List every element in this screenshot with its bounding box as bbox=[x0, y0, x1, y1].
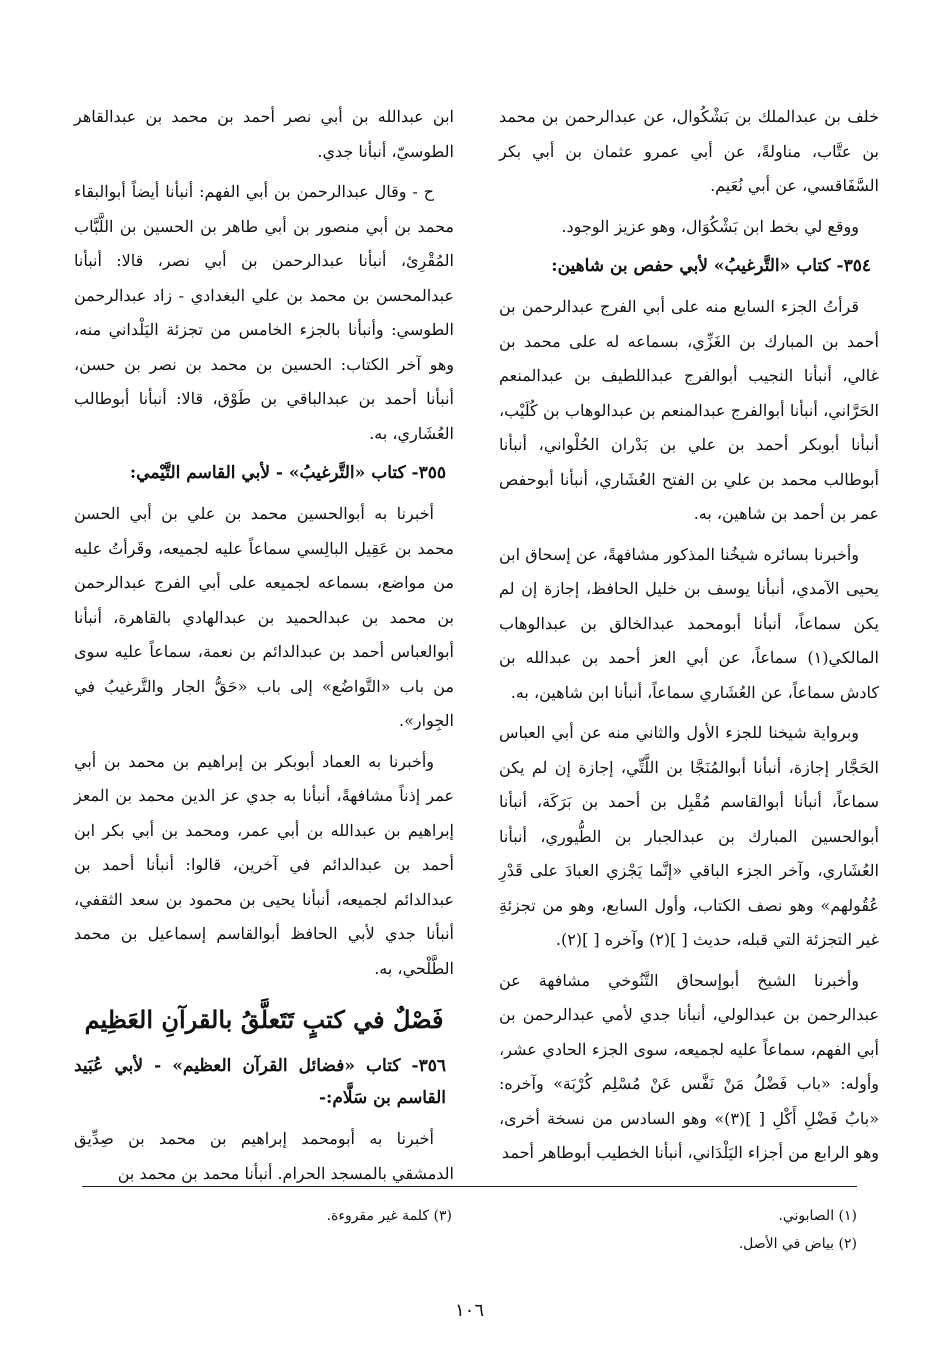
footnotes-right bbox=[497, 1202, 857, 1258]
paragraph: وأخبرنا الشيخ أبوإسحاق التَّنُوخي مشافهة عن عبدالرحمن بن عبدالولي، أنبأنا جدي لأمي عبدالرحمن بن أبي الفهم، سماعاً عليه لجميعه، سوى الجزء الحادي عشر، وأوله: «باب فَضْلُ مَنْ نَفَّس عَنْ مُسْلِم كُرْبَة» وآخره: «بابُ فَضْلِ أَكْلِ [ ](٣)» وهو السادس من نسخة أخرى، وهو الرابع من أجزاء اليَلْدَاني، أنبأنا الخطيب أبوطاهر أحمد bbox=[499, 970, 879, 1162]
footnote-2: (٢) بياض في الأصل. bbox=[738, 1236, 857, 1252]
paragraph: ووقع لي بخط ابن بَشْكُوَال، وهو عزيز الوجود. bbox=[561, 216, 859, 236]
paragraph: وأخبرنا بسائره شيخُنا المذكور مشافهةً، عن إسحاق ابن يحيى الآمدي، أنبأنا يوسف بن خليل الحافظ، إجازة إن لم يكن سماعاً، أنبأنا أبومحمد عبدالخالق بن عبدالوهاب المالكي(١) سماعاً، عن أبي العز أحمد بن عبدالله بن كادش سماعاً، عن العُشَاري سماعاً، أنبأنا ابن شاهين، به. bbox=[499, 544, 879, 702]
footnote-3: (٣) كلمة غير مقروءة. bbox=[326, 1208, 452, 1224]
paragraph: أخبرنا به أبوالحسين محمد بن علي بن أبي الحسن محمد بن عَقِيل البالِسي سماعاً عليه لجميعه، وقَرأتُ عليه من مواضع، بسماعه لجميعه على أبي الفرج عبدالرحمن بن محمد بن عبدالحميد بن عبدالهادي بالقاهرة، أنبأنا أبوالعباس أحمد بن عبدالدائم بن نعمة، سماعاً عليه سوى من باب «التَّواضُع» إلى باب «حَقُّ الجار والتَّرغيبُ في الجِوار». bbox=[74, 504, 454, 730]
paragraph: وبرواية شيخنا للجزء الأول والثاني منه عن أبي العباس الحَجَّار إجازة، أنبأنا أبوالمُنَجَّا بن اللَّتِّي، إجازة إن لم يكن سماعاً، أنبأنا أبوالقاسم مُقْبِل بن أحمد بن بَرَكَة، أنبأنا أبوالحسين المبارك بن عبدالجبار بن الطُّيوري، أنبأنا العُشَاري، وآخر الجزء الباقي «إنَّما يَجْزي العبادَ على قَدْرِ عُقُولهم» وهو نصف الكتاب، وأول السابع، وهو من تجزئةِ غير التجزئة التي قبله، حديث [ ](٢) وآخره [ ](٢). bbox=[499, 723, 879, 949]
footnote-1: (١) الصابوني. bbox=[778, 1208, 857, 1224]
paragraph: خلف بن عبدالملك بن بَشْكُوال، عن عبدالرحمن بن محمد بن عتَّاب، مناولةً، عن أبي عمرو عثمان بن أبي بكر السَّفَاقسي، عن أبي نُعَيم. bbox=[499, 107, 879, 195]
right-column bbox=[499, 100, 879, 1177]
left-column bbox=[74, 100, 454, 1197]
paragraph: وأخبرنا به العماد أبوبكر بن إبراهيم بن محمد بن أبي عمر إذناً مشافهةً، أنبأنا به جدي عز الدين محمد بن المعز إبراهيم بن عبدالله بن أبي عمر، ومحمد بن أبي بكر ابن أحمد بن عبدالدائم في آخرين، قالوا: أنبأنا أحمد بن عبدالدائم لجميعه، أنبأنا يحيى بن محمود بن سعد الثقفي، أنبأنا جدي لأبي الحافظ أبوالقاسم إسماعيل بن محمد الطَّلْحي، به. bbox=[74, 751, 454, 978]
section-title: فَصْلٌ في كتبٍ تَتَعلَّقُ بالقرآنِ العَظِيم bbox=[84, 1005, 444, 1034]
paragraph: ح - وقال عبدالرحمن بن أبي الفهم: أنبأنا أيضاً أبوالبقاء محمد بن أبي منصور بن أبي طاهر بن الحسين بن اللَّبَّاب المُقْرِئ، أنبأنا عبدالرحمن بن أبي نصر، قالا: أنبأنا عبدالمحسن بن محمد بن علي البغدادي - زاد عبدالرحمن الطوسي: وأنبأنا بالجزء الخامس من تجزئة اليَلْداني منه، وهو آخر الكتاب: الحسين بن محمد بن نصر بن حسن، أنبأنا أحمد بن عبدالباقي بن طَوْق، قالا: أنبأنا أبوطالب العُشَاري، به. bbox=[74, 182, 454, 443]
entry-heading-354: ٣٥٤- كتاب «التَّرغيبُ» لأبي حفص بن شاهين: bbox=[551, 256, 871, 276]
entry-heading-356: ٣٥٦- كتاب «فضائل القرآن العظيم» - لأبي عُبَيد القاسم بن سَلَّام:- bbox=[74, 1056, 446, 1108]
paragraph: أخبرنا به أبومحمد إبراهيم بن محمد بن صِدِّيق الدمشقي بالمسجد الحرام. أنبأنا محمد بن محمد بن bbox=[74, 1129, 454, 1183]
page-number: ١٠٦ bbox=[454, 1300, 484, 1321]
footnotes-left bbox=[92, 1202, 452, 1230]
paragraph: قرأتُ الجزء السابع منه على أبي الفرج عبدالرحمن بن أحمد بن المبارك بن الغَزِّي، بسماعه له على محمد بن غالي، أنبأنا النجيب أبوالفرج عبداللطيف بن عبدالمنعم الحَرَّاني، أنبأنا أبوالفرج عبدالمنعم بن عبدالوهاب بن كُلَيْب، أنبأنا أبوبكر أحمد بن علي بن بَدْران الحُلْواني، أنبأنا أبوطالب محمد بن علي بن الفتح العُشَاري، أنبأنا أبوحفص عمر بن أحمد بن شاهين، به. bbox=[499, 297, 879, 523]
paragraph: ابن عبدالله بن أبي نصر أحمد بن محمد بن عبدالقاهر الطوسيّ، أنبأنا جدي. bbox=[74, 107, 454, 161]
footnote-divider bbox=[82, 1186, 857, 1187]
entry-heading-355: ٣٥٥- كتاب «التَّرغيبُ» - لأبي القاسم التَّيْمي: bbox=[129, 463, 446, 483]
